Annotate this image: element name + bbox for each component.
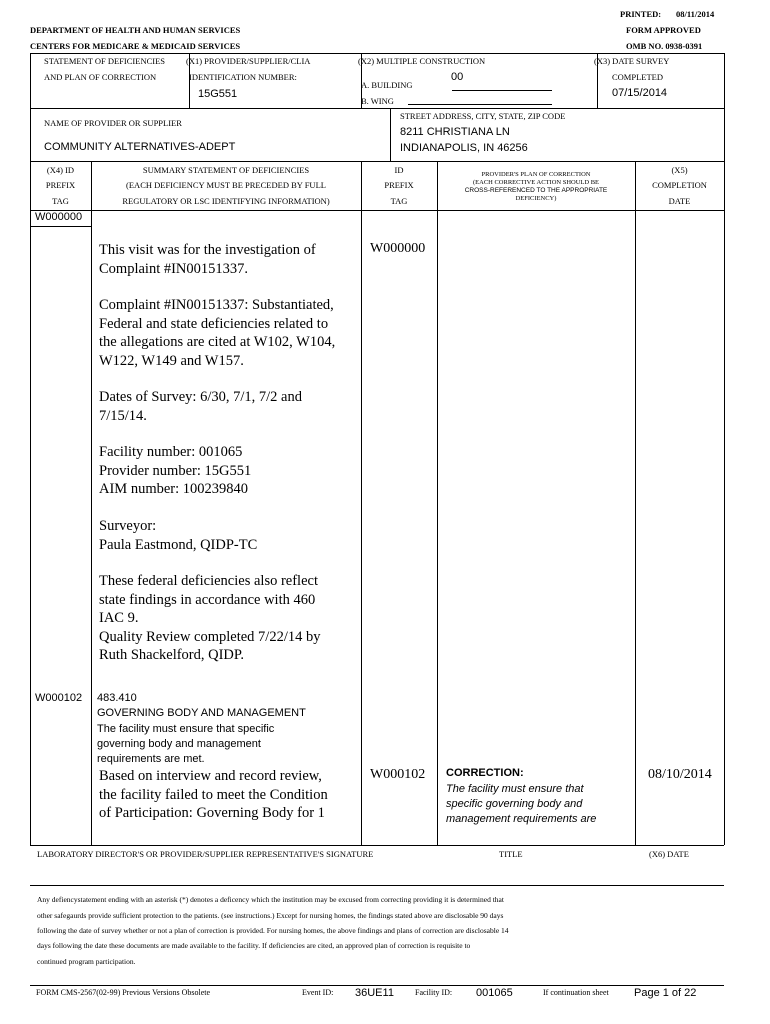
- tag-w000102: W000102: [35, 692, 83, 704]
- continuation-label: If continuation sheet: [543, 988, 609, 997]
- address-line-1: 8211 CHRISTIANA LN: [400, 126, 510, 138]
- signature-label: LABORATORY DIRECTOR'S OR PROVIDER/SUPPLIER REPRESENTATIVE'S SIGNATURE: [37, 849, 374, 859]
- summary-state-findings: These federal deficiencies also reflect state findings in accordance with 460 IAC 9. Quality Review completed 7/22/14 by Ruth Shackelford, QIDP.: [99, 573, 321, 663]
- page-number: Page 1 of 22: [634, 987, 697, 999]
- address-label: STREET ADDRESS, CITY, STATE, ZIP CODE: [400, 111, 566, 121]
- form-number: FORM CMS-2567(02-99) Previous Versions Obsolete: [36, 988, 211, 997]
- x5-header-3: DATE: [668, 196, 691, 206]
- wing-label: B. WING: [361, 96, 394, 106]
- title-label: TITLE: [499, 849, 523, 859]
- statement-label-2: AND PLAN OF CORRECTION: [44, 72, 157, 82]
- disclaimer-line-2: other safegaurds provide sufficient protection to the patients. (see instructions.) Except for nursing homes, the findings stated above are disclosable 90 days: [37, 911, 504, 920]
- x4-header-3: TAG: [52, 196, 69, 206]
- facility-id-label: Facility ID:: [415, 988, 453, 997]
- completion-date: 08/10/2014: [648, 767, 712, 782]
- summary-header-3: REGULATORY OR LSC IDENTIFYING INFORMATION): [122, 196, 330, 206]
- summary-surveyor: Surveyor: Paula Eastmond, QIDP-TC: [99, 518, 258, 553]
- disclaimer-line-3: following the date of survey whether or not a plan of correction is provided. For nursing homes, the above findings and plans of correction are disclosable 14: [37, 926, 509, 935]
- tag-w000000: W000000: [35, 211, 83, 223]
- provider-number: 15G551: [198, 88, 238, 100]
- printed-label: PRINTED:: [620, 9, 662, 19]
- tag-w000000-right: W000000: [370, 241, 426, 256]
- summary-intro: This visit was for the investigation of Complaint #IN00151337.: [99, 242, 316, 277]
- building-label: A. BUILDING: [361, 80, 413, 90]
- regulation-description: The facility must ensure that specific governing body and management requirements are met.: [97, 723, 275, 765]
- x3-label-2: COMPLETED: [612, 72, 663, 82]
- x4-header-1: (X4) ID: [46, 165, 75, 175]
- plan-header-3: CROSS-REFERENCED TO THE APPROPRIATE: [464, 187, 608, 194]
- x2-value: 00: [451, 71, 464, 83]
- provider-name-label: NAME OF PROVIDER OR SUPPLIER: [44, 118, 182, 128]
- summary-header-2: (EACH DEFICIENCY MUST BE PRECEDED BY FULL: [126, 180, 326, 190]
- event-id-value: 36UE11: [355, 987, 394, 999]
- x5-header-1: (X5): [671, 165, 688, 175]
- plan-header-1: PROVIDER'S PLAN OF CORRECTION: [481, 171, 591, 178]
- centers-title: CENTERS FOR MEDICARE & MEDICAID SERVICES: [30, 41, 241, 51]
- id-header-2: PREFIX: [384, 180, 414, 190]
- disclaimer-line-5: continued program participation.: [37, 957, 136, 966]
- x4-header-2: PREFIX: [45, 180, 76, 190]
- x3-label-1: (X3) DATE SURVEY: [594, 56, 670, 66]
- address-line-2: INDIANAPOLIS, IN 46256: [400, 142, 528, 154]
- statement-label-1: STATEMENT OF DEFICIENCIES: [44, 56, 166, 66]
- plan-header-4: DEFICIENCY): [515, 195, 557, 202]
- summary-header-1: SUMMARY STATEMENT OF DEFICIENCIES: [142, 165, 310, 175]
- summary-facility: Facility number: 001065 Provider number: 15G551 AIM number: 100239840: [99, 444, 252, 497]
- department-title: DEPARTMENT OF HEALTH AND HUMAN SERVICES: [30, 25, 241, 35]
- x1-label-1: (X1) PROVIDER/SUPPLIER/CLIA: [186, 56, 311, 66]
- summary-findings: Based on interview and record review, the facility failed to meet the Condition of Participation: Governing Body for 1: [99, 768, 328, 821]
- id-header-1: ID: [394, 165, 404, 175]
- event-id-label: Event ID:: [302, 988, 334, 997]
- regulation-title: GOVERNING BODY AND MANAGEMENT: [97, 707, 306, 719]
- survey-completed-date: 07/15/2014: [612, 87, 668, 99]
- summary-dates: Dates of Survey: 6/30, 7/1, 7/2 and 7/15/14.: [99, 389, 302, 424]
- printed-date: 08/11/2014: [676, 9, 715, 19]
- regulation-number: 483.410: [97, 692, 137, 704]
- x6-date-label: (X6) DATE: [649, 849, 689, 859]
- disclaimer-line-4: days following the date these documents are made available to the facility. If deficiencies are cited, an approved plan of correction is requisite to: [37, 941, 471, 950]
- omb-number: OMB NO. 0938-0391: [626, 41, 703, 51]
- correction-label: CORRECTION:: [446, 767, 524, 779]
- facility-id-value: 001065: [476, 987, 513, 999]
- plan-header-2: (EACH CORRECTIVE ACTION SHOULD BE: [472, 179, 600, 186]
- id-header-3: TAG: [390, 196, 408, 206]
- x1-label-2: IDENTIFICATION NUMBER:: [189, 72, 297, 82]
- form-approved: FORM APPROVED: [626, 25, 701, 35]
- tag-w000102-right: W000102: [370, 767, 426, 782]
- x5-header-2: COMPLETION: [652, 180, 707, 190]
- correction-text: The facility must ensure that specific governing body and management requirements are: [446, 783, 597, 825]
- x2-label: (X2) MULTIPLE CONSTRUCTION: [358, 56, 486, 66]
- summary-complaint: Complaint #IN00151337: Substantiated, Federal and state deficiencies related to the allegations are cited at W102, W104, W122, W149 and W157.: [99, 297, 336, 369]
- provider-name: COMMUNITY ALTERNATIVES-ADEPT: [44, 141, 236, 153]
- disclaimer-line-1: Any defiencystatement ending with an asterisk (*) denotes a deficency which the institution may be excused from correcting providing it is determined that: [37, 895, 504, 904]
